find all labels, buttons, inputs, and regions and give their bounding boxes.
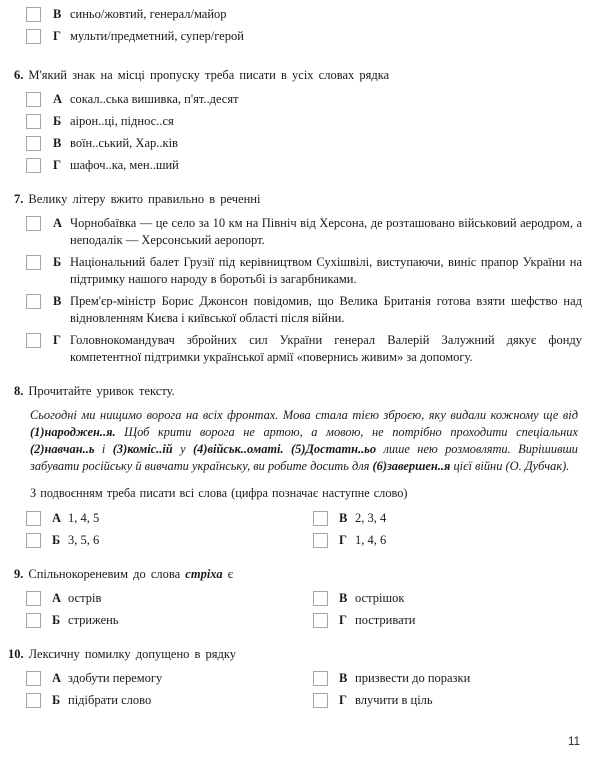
option-row[interactable] — [26, 293, 582, 326]
question-title-after: є — [222, 567, 234, 581]
option-letter: А — [53, 92, 63, 106]
option-letter: А — [52, 671, 62, 685]
question-10-options — [0, 670, 600, 714]
option-letter: Г — [339, 613, 347, 627]
passage-text: у — [172, 442, 194, 456]
option-letter: В — [53, 7, 62, 21]
option-row[interactable] — [313, 590, 600, 606]
option-letter: Г — [339, 693, 347, 707]
option-text: острів — [68, 591, 102, 605]
passage-numbered-word: (2)навчан..ь — [30, 442, 95, 456]
option-letter: Г — [53, 29, 61, 43]
option-letter: В — [339, 671, 348, 685]
option-text: острішок — [355, 591, 405, 605]
option-row[interactable] — [26, 510, 313, 526]
spacer — [0, 371, 600, 383]
question-title: Прочитайте уривок тексту. — [28, 384, 175, 398]
passage-text — [284, 442, 291, 456]
option-text: стрижень — [68, 613, 119, 627]
question-number: 10. — [8, 647, 24, 661]
option-checkbox[interactable] — [26, 158, 41, 173]
option-letter: А — [52, 591, 62, 605]
option-checkbox[interactable] — [313, 591, 328, 606]
option-row[interactable] — [26, 6, 582, 22]
option-row[interactable] — [26, 113, 582, 129]
option-letter: В — [53, 294, 62, 308]
option-checkbox[interactable] — [26, 671, 41, 686]
question-9 — [0, 566, 600, 634]
option-text: 1, 4, 5 — [68, 511, 100, 525]
question-header — [0, 383, 600, 400]
option-row[interactable] — [26, 612, 313, 628]
option-checkbox[interactable] — [26, 114, 41, 129]
question-title-before: Спільнокореневим до слова — [28, 567, 186, 581]
continued-options-block — [0, 0, 600, 44]
option-text: призвести до поразки — [355, 671, 471, 685]
option-row[interactable] — [26, 532, 313, 548]
option-row[interactable] — [26, 215, 582, 248]
question-number: 6. — [14, 68, 24, 82]
option-text: постривати — [355, 613, 416, 627]
option-text: 3, 5, 6 — [68, 533, 100, 547]
option-text: аірон..ці, піднос..ся — [70, 114, 174, 128]
option-letter: Б — [52, 613, 61, 627]
question-header — [0, 67, 600, 84]
option-letter: Г — [53, 158, 61, 172]
spacer — [0, 554, 600, 566]
option-row[interactable] — [26, 332, 582, 365]
option-row[interactable] — [313, 692, 600, 708]
option-text: синьо/жовтий, генерал/майор — [70, 7, 227, 21]
option-text: сокал..ська вишивка, п'ят..десят — [70, 92, 239, 106]
option-text: Національний балет Грузії під керівництвом Сухішвілі, виступаючи, виніс прапор України на підтримку нашого народу в боротьбі із загарбниками. — [70, 255, 582, 286]
option-row[interactable] — [26, 135, 582, 151]
question-title: М'який знак на місці пропуску треба писати в усіх словах рядка — [28, 68, 390, 82]
option-checkbox[interactable] — [26, 7, 41, 22]
option-checkbox[interactable] — [26, 613, 41, 628]
option-letter: В — [53, 136, 62, 150]
question-7-options — [0, 215, 600, 365]
option-checkbox[interactable] — [26, 511, 41, 526]
question-6 — [0, 67, 600, 173]
question-header — [0, 191, 600, 208]
option-text: здобути перемогу — [68, 671, 163, 685]
option-letter: Г — [53, 333, 61, 347]
passage-numbered-word: (6)завершен..я — [372, 459, 451, 473]
option-checkbox[interactable] — [313, 511, 328, 526]
option-text: влучити в ціль — [355, 693, 433, 707]
option-text: Чорнобаївка — це село за 10 км на Північ від Херсона, де розташовано військовий аеродром, а неподалік — Херсонський аеропорт. — [70, 216, 582, 247]
option-letter: В — [339, 591, 348, 605]
question-10 — [0, 646, 600, 714]
option-checkbox[interactable] — [26, 92, 41, 107]
passage-text: лише нею розмовляти. Вирішивши забувати російську й вивчати українську, ви робите досить для — [30, 442, 579, 473]
option-row[interactable] — [26, 590, 313, 606]
option-checkbox[interactable] — [26, 255, 41, 270]
option-row[interactable] — [313, 532, 600, 548]
option-checkbox[interactable] — [313, 693, 328, 708]
option-text: Головнокомандувач збройних сил України генерал Валерій Залужний дякує фонду компетентної підтримки української армії «повернись живим» за допомогу. — [70, 333, 582, 364]
passage-text: Сьогодні ми нищимо ворога на всіх фронтах. Мова стала тією зброєю, яку видали кожному ще від — [30, 408, 578, 422]
option-text: Прем'єр-міністр Борис Джонсон повідомив, що Велика Британія готова взяти шефство над відновленням Києва і київської області після війни. — [70, 294, 582, 325]
option-checkbox[interactable] — [26, 294, 41, 309]
option-checkbox[interactable] — [26, 29, 41, 44]
option-letter: А — [52, 511, 62, 525]
question-7 — [0, 191, 600, 365]
option-text: 1, 4, 6 — [355, 533, 387, 547]
page-number: 11 — [568, 736, 580, 748]
passage-text: цієї війни (О. Дубчак). — [450, 459, 570, 473]
option-checkbox[interactable] — [26, 693, 41, 708]
option-row[interactable] — [26, 157, 582, 173]
reading-passage — [0, 407, 600, 475]
option-letter: Б — [52, 533, 61, 547]
option-text: підібрати слово — [68, 693, 152, 707]
passage-numbered-word: (1)народжен..я. — [30, 425, 116, 439]
sub-instruction: З подвоєнням треба писати всі слова (цифра позначає наступне слово) — [30, 486, 408, 500]
question-number: 8. — [14, 384, 24, 398]
option-row[interactable] — [313, 510, 600, 526]
question-8 — [0, 383, 600, 554]
option-checkbox[interactable] — [26, 333, 41, 348]
passage-numbered-word: (3)коміс..ій — [112, 442, 173, 456]
question-header — [0, 646, 600, 663]
question-title — [28, 566, 600, 583]
option-text: мульти/предметний, супер/герой — [70, 29, 244, 43]
question-6-options — [0, 91, 600, 173]
option-row[interactable] — [26, 91, 582, 107]
option-row[interactable] — [26, 254, 582, 287]
question-number: 7. — [14, 192, 24, 206]
option-row[interactable] — [313, 612, 600, 628]
passage-text: Щоб крити ворога не артою, а мовою, не потрібно проходити спеціальних — [115, 425, 578, 439]
passage-numbered-word: (5)Достатн..ьо — [291, 442, 377, 456]
question-title: Велику літеру вжито правильно в реченні — [28, 192, 261, 206]
option-letter: Б — [52, 693, 61, 707]
option-text: 2, 3, 4 — [355, 511, 387, 525]
passage-text: і — [94, 442, 113, 456]
question-8-options — [0, 510, 600, 554]
option-letter: Г — [339, 533, 347, 547]
question-number: 9. — [14, 567, 24, 581]
option-checkbox[interactable] — [313, 533, 328, 548]
option-letter: Б — [53, 114, 62, 128]
option-text: воїн..ський, Хар..ків — [70, 136, 178, 150]
option-checkbox[interactable] — [26, 533, 41, 548]
option-checkbox[interactable] — [313, 613, 328, 628]
question-9-options — [0, 590, 600, 634]
question-title-keyword: стріха — [185, 567, 223, 581]
option-letter: В — [339, 511, 348, 525]
option-checkbox[interactable] — [26, 136, 41, 151]
option-row[interactable] — [26, 28, 582, 44]
spacer — [0, 634, 600, 646]
option-checkbox[interactable] — [313, 671, 328, 686]
option-row[interactable] — [26, 692, 313, 708]
spacer — [0, 179, 600, 191]
option-checkbox[interactable] — [26, 216, 41, 231]
option-row[interactable] — [313, 670, 600, 686]
option-checkbox[interactable] — [26, 591, 41, 606]
passage-numbered-word: (4)військ..оматі. — [193, 442, 284, 456]
question-title: Лексичну помилку допущено в рядку — [28, 647, 237, 661]
option-text: шафоч..ка, мен..ший — [70, 158, 179, 172]
option-row[interactable] — [26, 670, 313, 686]
option-letter: А — [53, 216, 63, 230]
spacer — [0, 50, 600, 67]
option-letter: Б — [53, 255, 62, 269]
question-header — [0, 566, 600, 583]
